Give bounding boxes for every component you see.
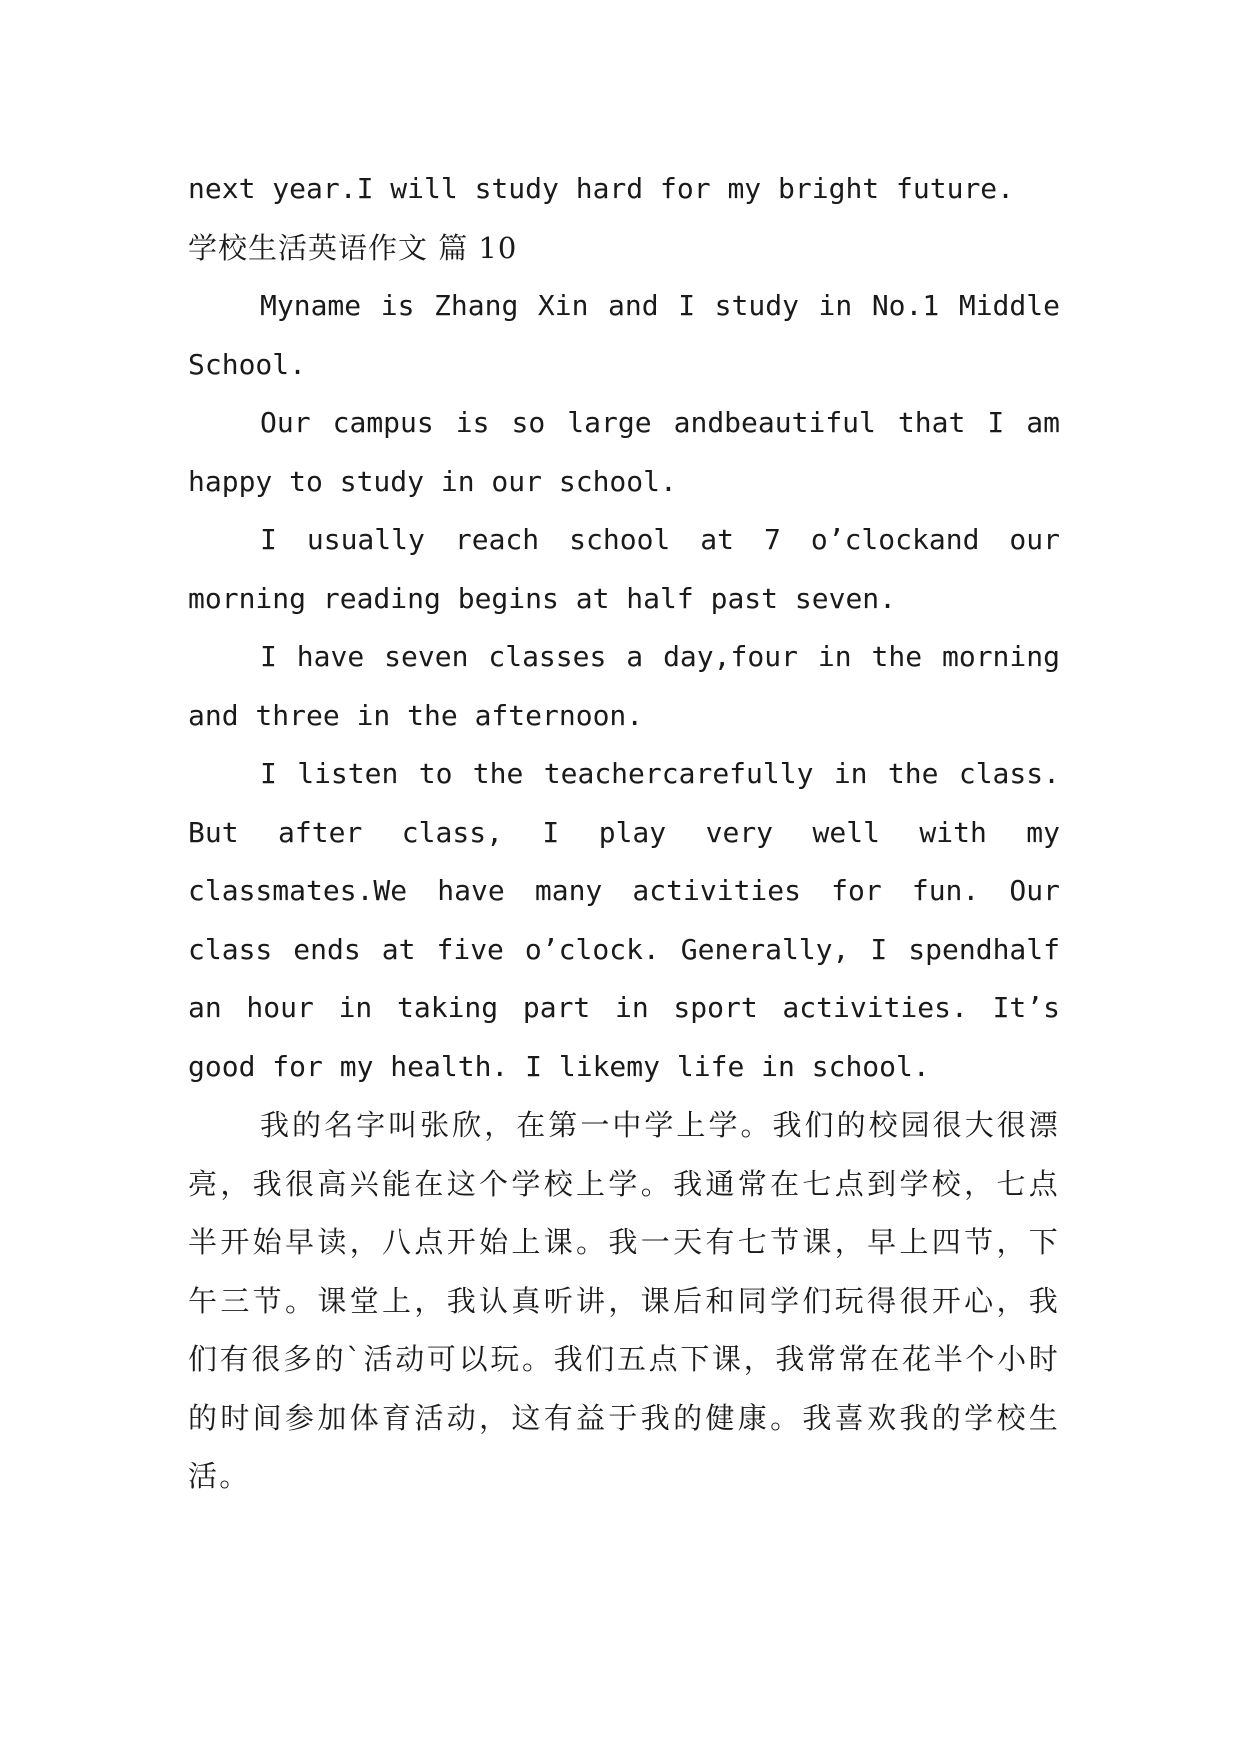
- essay-heading: 学校生活英语作文 篇 10: [188, 230, 518, 265]
- paragraph-morning: I usually reach school at 7 o’clockand our morning reading begins at half past seven.: [188, 523, 1060, 615]
- paragraph-chinese-translation: 我的名字叫张欣，在第一中学上学。我们的校园很大很漂亮，我很高兴能在这个学校上学。我通常在七点到学校，七点半开始早读，八点开始上课。我一天有七节课，早上四节，下午三节。课堂上，我认真听讲，课后和同学们玩得很开心，我们有很多的`活动可以玩。我们五点下课，我常常在花半个小时的时间参加体育活动，这有益于我的健康。我喜欢我的学校生活。: [188, 1108, 1060, 1493]
- essay-body: [188, 160, 1060, 1506]
- paragraph-classes: I have seven classes a day,four in the morning and three in the afternoon.: [188, 640, 1060, 732]
- paragraph-school-life: I listen to the teachercarefully in the class. But after class, I play very well with my classmates.We have many activities for fun. Our class ends at five o’clock. Generally, I spendhalf an hour in taking part in sport activities. It’s good for my health. I likemy life in school.: [188, 757, 1060, 1083]
- paragraph-intro: Myname is Zhang Xin and I study in No.1 Middle School.: [188, 289, 1060, 381]
- paragraph-campus: Our campus is so large andbeautiful that I am happy to study in our school.: [188, 406, 1060, 498]
- continuation-line: next year.I will study hard for my bright future.: [188, 172, 1015, 205]
